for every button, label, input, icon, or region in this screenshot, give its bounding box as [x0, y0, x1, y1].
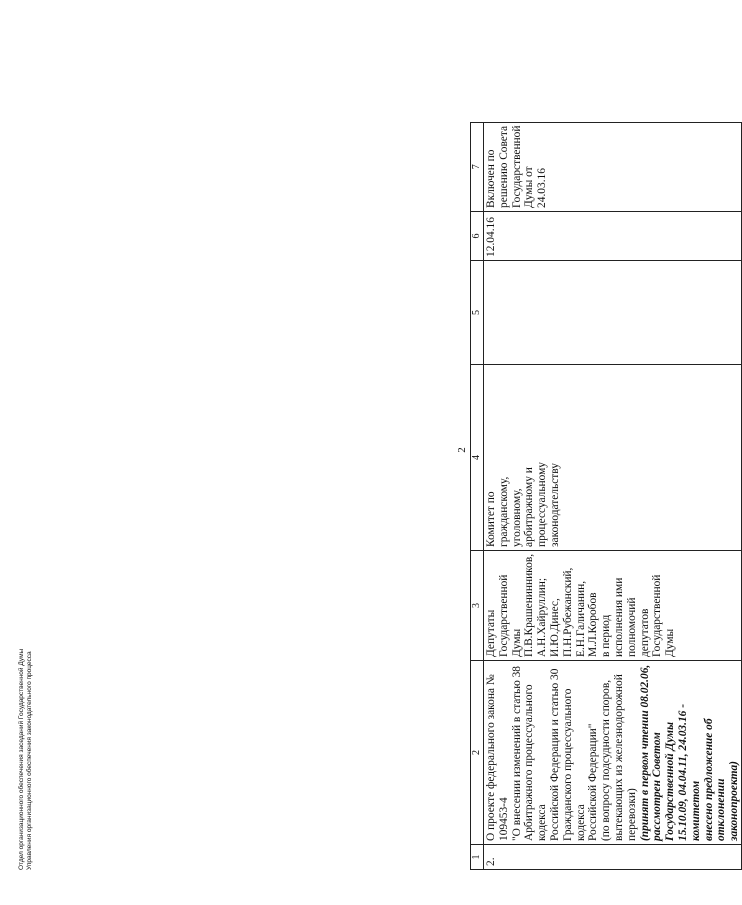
column-number-row — [471, 122, 484, 869]
text-line: Думы — [510, 628, 523, 657]
text-line: Государственной — [510, 125, 523, 208]
text-line: Комитет по — [485, 491, 497, 547]
text-line: (принят в первом чтении 08.02.06, — [638, 664, 651, 841]
text-line: М.Л.Коробов — [587, 592, 600, 657]
text-line: Арбитражного процессуального кодекса — [523, 684, 549, 841]
text-line: Гражданского процессуального кодекса — [561, 688, 587, 841]
footer-line: Управления организационного обеспечения законодательного процесса — [26, 651, 33, 870]
text-line: А.Н.Хайруллин; — [536, 578, 549, 657]
text-line: вытекающих из железнодорожной перевозки) — [612, 674, 638, 841]
column-number: 2 — [471, 661, 484, 845]
footer-line: Отдел организационного обеспечения заседаний Государственной Думы — [18, 648, 25, 870]
text-line: Государственной — [651, 574, 664, 657]
column-number: 7 — [471, 122, 484, 211]
text-line: Российской Федерации" — [587, 723, 600, 841]
text-line: Государственной — [497, 574, 510, 657]
column-number: 6 — [471, 211, 484, 260]
text-line: О проекте федерального закона № 109453-4 — [485, 674, 510, 841]
text-line: Депутаты — [485, 609, 497, 657]
column-number: 1 — [471, 845, 484, 870]
bill-title-cell — [484, 661, 742, 845]
text-line: Российской Федерации и статью 30 — [548, 668, 561, 841]
text-line: в период — [600, 614, 613, 657]
authors-cell — [484, 550, 742, 660]
committee-cell — [484, 364, 742, 550]
page-number: 2 — [456, 447, 468, 453]
note-cell — [484, 122, 742, 211]
text-line: Включен по — [485, 149, 497, 208]
text-line: решению Совета — [497, 125, 510, 208]
text-line: Думы — [664, 628, 677, 657]
empty-cell — [484, 260, 742, 364]
footer — [18, 649, 34, 870]
text-line: П.Н.Рубежанский, — [561, 567, 574, 657]
text-line: полномочий — [625, 597, 638, 657]
text-line: арбитражному и — [523, 467, 536, 547]
text-line: законопроекта) — [728, 761, 741, 841]
text-line: "О внесении изменений в статью 38 — [510, 666, 523, 841]
text-line: Е.Н.Галичанин, — [574, 580, 587, 657]
text-line: законодательству — [548, 463, 561, 547]
column-number: 5 — [471, 260, 484, 364]
text-line: процессуальному — [536, 461, 549, 547]
column-number: 4 — [471, 364, 484, 550]
text-line: депутатов — [638, 608, 651, 657]
text-line: П.В.Крашенинников, — [523, 553, 536, 657]
text-line: И.Ю.Динес, — [548, 598, 561, 657]
text-line: гражданскому, — [497, 476, 510, 547]
text-line: внесено предложение об отклонении — [702, 718, 728, 841]
table-row — [484, 122, 742, 869]
bills-table — [470, 122, 742, 870]
date-cell: 12.04.16 — [484, 211, 742, 260]
bill-status-note — [639, 664, 741, 841]
text-line: 15.10.09, 04.04.11, 24.03.16 - комитетом — [676, 703, 702, 841]
text-line: рассмотрен Советом Государственной Думы — [651, 721, 677, 841]
text-line: исполнения ими — [612, 577, 625, 657]
row-number: 2. — [484, 845, 742, 870]
column-number: 3 — [471, 550, 484, 660]
bill-title — [485, 664, 639, 841]
text-line: (по вопросу подсудности споров, — [600, 679, 613, 841]
text-line: Думы от 24.03.16 — [523, 166, 549, 208]
text-line: уголовному, — [510, 488, 523, 547]
